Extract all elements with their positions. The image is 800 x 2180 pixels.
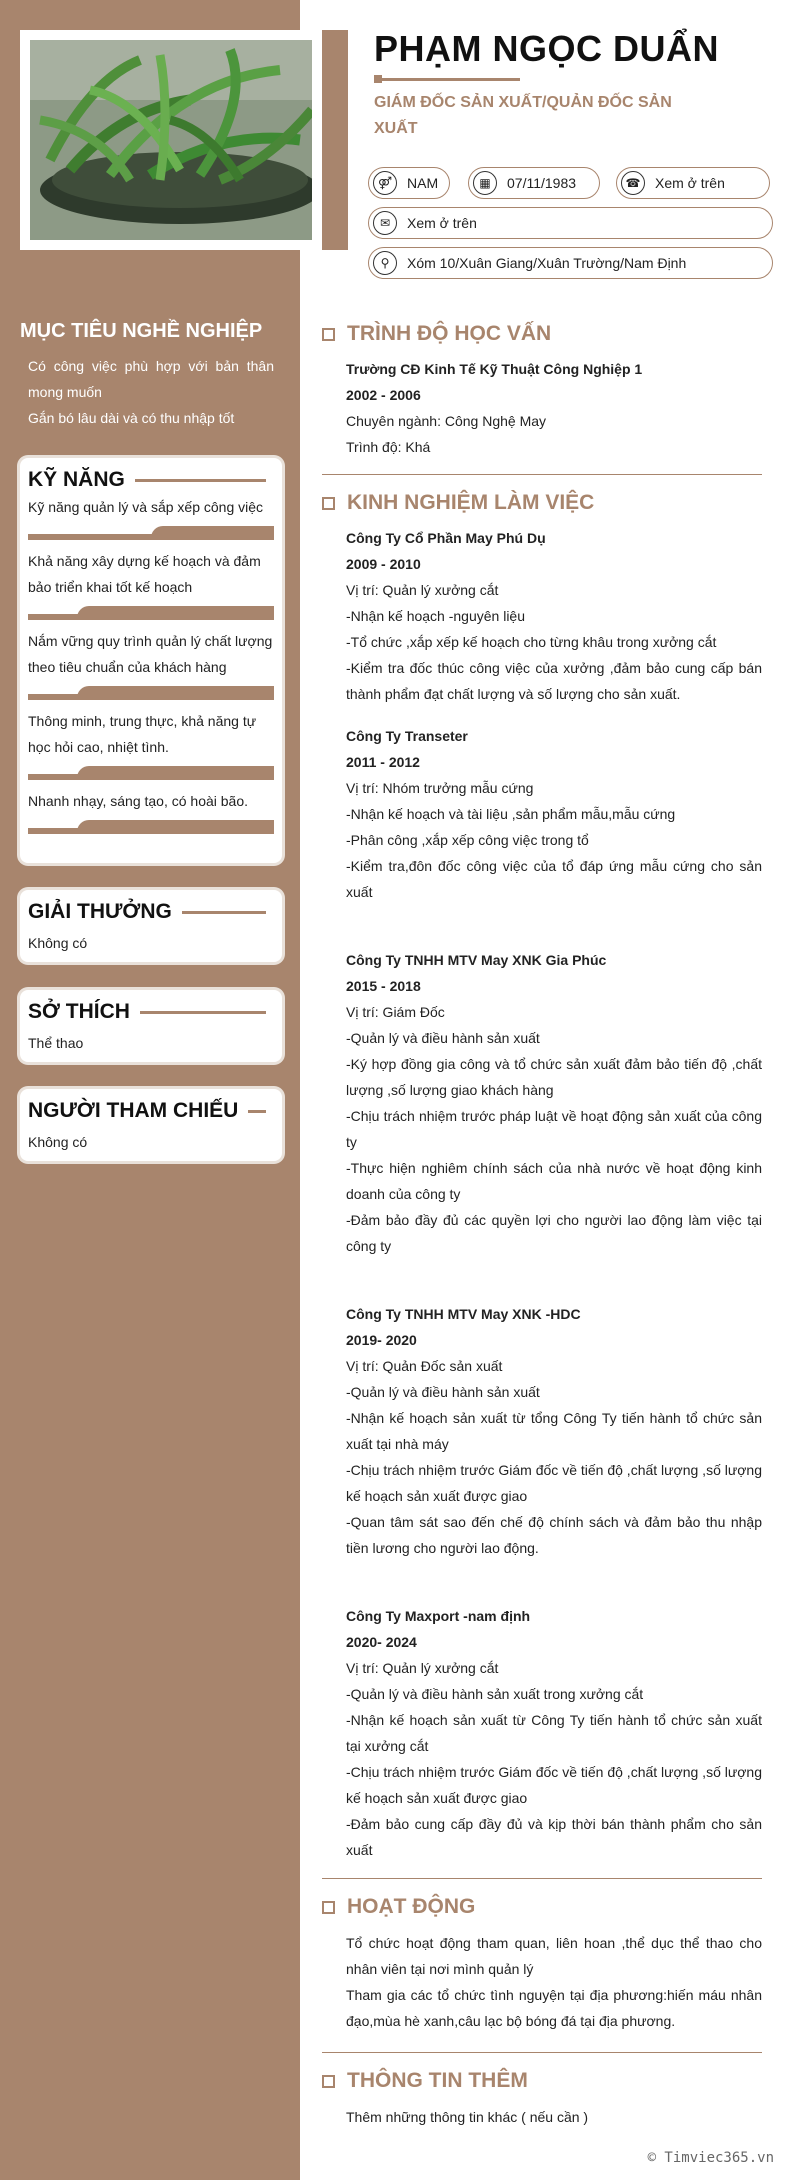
references-title-text: NGƯỜI THAM CHIẾU: [28, 1099, 239, 1122]
birthdate-pill: [468, 167, 600, 199]
job-line: -Kiểm tra đốc thúc công việc của xưởng ,đảm bảo cung cấp bán thành phẩm đạt chất lượng và số lượng cho sản xuất.: [346, 660, 762, 702]
skill-item: [28, 628, 274, 700]
education-grade: Trình độ: Khá: [346, 439, 431, 455]
profile-photo: [30, 40, 312, 240]
skill-fill: [151, 526, 274, 540]
title-rule: [140, 1011, 266, 1014]
skill-fill: [77, 686, 274, 700]
skill-text: Nhanh nhạy, sáng tạo, có hoài bão.: [28, 793, 249, 809]
calendar-icon: ▦: [473, 171, 497, 195]
phone-pill: [616, 167, 770, 199]
career-goal-title: MỤC TIÊU NGHỀ NGHIỆP: [20, 320, 263, 342]
skills-title-text: KỸ NĂNG: [28, 468, 125, 491]
education-block: [346, 356, 762, 460]
additional-text: Thêm những thông tin khác ( nếu cần ): [346, 2109, 589, 2125]
skill-text: Khả năng xây dựng kế hoạch và đảm bảo triển khai tốt kế hoạch: [28, 553, 261, 595]
job-line: -Thực hiện nghiêm chính sách của nhà nước về hoạt động kinh doanh của công ty: [346, 1160, 762, 1202]
career-goal-line: Gắn bó lâu dài và có thu nhập tốt: [28, 410, 235, 426]
section-bullet: [322, 1901, 335, 1914]
email-pill: [368, 207, 773, 239]
references-text: Không có: [28, 1134, 88, 1150]
awards-title-text: GIẢI THƯỞNG: [28, 900, 172, 923]
additional-block: [346, 2104, 762, 2130]
email-icon: ✉: [373, 211, 397, 235]
job-line: -Nhận kế hoạch sản xuất từ Công Ty tiến hành tổ chức sản xuất tại xưởng cắt: [346, 1712, 762, 1754]
activities-heading: [322, 1895, 475, 1919]
title-rule: [182, 911, 266, 914]
job-line: -Kiểm tra,đôn đốc công việc của tổ đáp ứng mẫu cứng cho sản xuất: [346, 858, 762, 900]
job-line: -Chịu trách nhiệm trước Giám đốc về tiến độ ,chất lượng ,số lượng kế hoạch sản xuất được giao: [346, 1764, 762, 1806]
skill-fill: [77, 606, 274, 620]
job-line: -Quản lý và điều hành sản xuất trong xưởng cắt: [346, 1686, 644, 1702]
references-card: [20, 1089, 282, 1161]
awards-title: [28, 900, 274, 924]
address-pill: [368, 247, 773, 279]
skill-level-bar: [28, 820, 274, 834]
career-goal-text: [28, 353, 274, 431]
skill-text: Thông minh, trung thực, khả năng tự học hỏi cao, nhiệt tình.: [28, 713, 257, 755]
hobbies-text: Thể thao: [28, 1035, 84, 1051]
activities-block: [346, 1930, 762, 2034]
education-heading: [322, 322, 551, 346]
job-years: 2020- 2024: [346, 1634, 417, 1650]
email-value: Xem ở trên: [407, 215, 477, 231]
job-line: -Đảm bảo đầy đủ các quyền lợi cho người lao động làm việc tại công ty: [346, 1212, 762, 1254]
location-icon: ⚲: [373, 251, 397, 275]
job-company: Công Ty Cổ Phần May Phú Dụ: [346, 530, 546, 546]
skills-title: [28, 468, 274, 492]
job-block: [346, 525, 762, 707]
job-block: [346, 1603, 762, 1863]
job-line: -Quản lý và điều hành sản xuất: [346, 1384, 540, 1400]
job-line: -Chịu trách nhiệm trước Giám đốc về tiến độ ,chất lượng ,số lượng kế hoạch sản xuất được giao: [346, 1462, 762, 1504]
job-line: -Phân công ,xắp xếp công việc trong tổ: [346, 832, 589, 848]
job-company: Công Ty TNHH MTV May XNK -HDC: [346, 1306, 581, 1322]
hobbies-title-text: SỞ THÍCH: [28, 1000, 130, 1023]
job-years: 2011 - 2012: [346, 754, 420, 770]
job-line: Vị trí: Quản lý xưởng cắt: [346, 582, 499, 598]
additional-heading: [322, 2069, 528, 2093]
education-title: TRÌNH ĐỘ HỌC VẤN: [347, 322, 552, 345]
job-block: [346, 947, 762, 1259]
skill-level-bar: [28, 686, 274, 700]
job-block: [346, 723, 762, 905]
skill-fill: [77, 766, 274, 780]
job-company: Công Ty TNHH MTV May XNK Gia Phúc: [346, 952, 607, 968]
activities-title: HOẠT ĐỘNG: [347, 1895, 476, 1918]
hobbies-title: [28, 1000, 274, 1024]
activity-line: Tham gia các tổ chức tình nguyện tại địa phương:hiến máu nhân đạo,mùa hè xanh,câu lạc bộ bóng đá tại địa phương.: [346, 1987, 762, 2029]
job-line: -Ký hợp đồng gia công và tổ chức sản xuất đảm bảo tiến độ ,chất lượng ,số lượng giao khách hàng: [346, 1056, 762, 1098]
profile-photo-frame: [20, 30, 322, 250]
job-line: Vị trí: Quản Đốc sản xuất: [346, 1358, 503, 1374]
phone-icon: ☎: [621, 171, 645, 195]
photo-accent-bar: [322, 30, 348, 250]
gender-value: NAM: [407, 175, 439, 191]
name-underline: [374, 78, 520, 81]
skill-item: [28, 788, 274, 834]
candidate-name: PHẠM NGỌC DUẨN: [374, 28, 719, 69]
job-company: Công Ty Transeter: [346, 728, 468, 744]
section-bullet: [322, 328, 335, 341]
experience-heading: [322, 491, 594, 515]
experience-title: KINH NGHIỆM LÀM VIỆC: [347, 491, 595, 514]
skill-level-bar: [28, 766, 274, 780]
skill-fill: [77, 820, 274, 834]
job-years: 2015 - 2018: [346, 978, 421, 994]
section-divider: [322, 1878, 762, 1879]
job-line: Vị trí: Nhóm trưởng mẫu cứng: [346, 780, 534, 796]
hobbies-card: [20, 990, 282, 1062]
job-line: -Đảm bảo cung cấp đầy đủ và kịp thời bán thành phẩm cho sản xuất: [346, 1816, 762, 1858]
job-years: 2019- 2020: [346, 1332, 417, 1348]
section-bullet: [322, 2075, 335, 2088]
watermark: © Timviec365.vn: [647, 2150, 774, 2166]
job-line: -Nhận kế hoạch và tài liệu ,sản phẩm mẫu,mẫu cứng: [346, 806, 676, 822]
job-line: -Quan tâm sát sao đến chế độ chính sách và đảm bảo thu nhập tiền lương cho người lao động.: [346, 1514, 762, 1556]
gender-pill: [368, 167, 450, 199]
job-block: [346, 1301, 762, 1561]
additional-title: THÔNG TIN THÊM: [347, 2069, 528, 2092]
job-line: -Quản lý và điều hành sản xuất: [346, 1030, 540, 1046]
job-title: GIÁM ĐỐC SẢN XUẤT/QUẢN ĐỐC SẢN XUẤT: [374, 94, 672, 137]
skill-text: Nắm vững quy trình quản lý chất lượng theo tiêu chuẩn của khách hàng: [28, 633, 273, 675]
section-divider: [322, 2052, 762, 2053]
skill-item: [28, 708, 274, 780]
awards-card: [20, 890, 282, 962]
awards-text: Không có: [28, 935, 88, 951]
title-rule: [135, 479, 266, 482]
education-years: 2002 - 2006: [346, 387, 421, 403]
job-years: 2009 - 2010: [346, 556, 421, 572]
school-name: Trường CĐ Kinh Tế Kỹ Thuật Công Nghiệp 1: [346, 361, 643, 377]
job-line: -Chịu trách nhiệm trước pháp luật về hoạt động sản xuất của công ty: [346, 1108, 762, 1150]
address-value: Xóm 10/Xuân Giang/Xuân Trường/Nam Định: [407, 255, 687, 271]
references-title: [28, 1099, 274, 1123]
skill-level-bar: [28, 526, 274, 540]
career-goal-line: Có công việc phù hợp với bản thân mong muốn: [28, 358, 274, 400]
job-line: -Tổ chức ,xắp xếp kế hoạch cho từng khâu trong xưởng cắt: [346, 634, 717, 650]
job-company: Công Ty Maxport -nam định: [346, 1608, 531, 1624]
skill-text: Kỹ năng quản lý và sắp xếp công việc: [28, 499, 264, 515]
title-rule: [248, 1110, 266, 1113]
skill-item: [28, 494, 274, 540]
section-bullet: [322, 497, 335, 510]
birthdate-value: 07/11/1983: [507, 175, 577, 191]
skill-item: [28, 548, 274, 620]
activity-line: Tổ chức hoạt động tham quan, liên hoan ,thể dục thể thao cho nhân viên tại nơi mình quản lý: [346, 1935, 762, 1977]
job-line: -Nhận kế hoạch -nguyên liệu: [346, 608, 526, 624]
phone-value: Xem ở trên: [655, 175, 725, 191]
job-line: -Nhận kế hoạch sản xuất từ tổng Công Ty tiến hành tổ chức sản xuất tại nhà máy: [346, 1410, 762, 1452]
education-major: Chuyên ngành: Công Nghệ May: [346, 413, 547, 429]
gender-icon: ⚤: [373, 171, 397, 195]
skills-card: [20, 458, 282, 863]
job-line: Vị trí: Giám Đốc: [346, 1004, 445, 1020]
skill-level-bar: [28, 606, 274, 620]
section-divider: [322, 474, 762, 475]
job-line: Vị trí: Quản lý xưởng cắt: [346, 1660, 499, 1676]
